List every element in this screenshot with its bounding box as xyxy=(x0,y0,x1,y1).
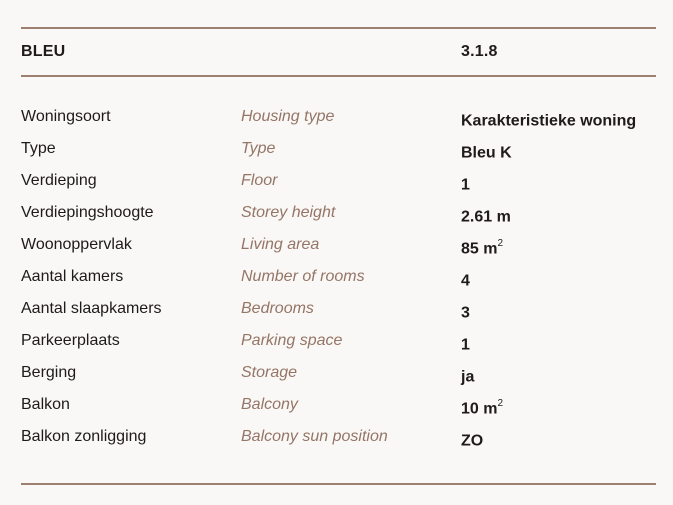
spec-row-number-of-rooms xyxy=(21,266,656,298)
spec-row-balcony xyxy=(21,394,656,426)
spec-row-housing-type xyxy=(21,106,656,138)
spec-row-storage xyxy=(21,362,656,394)
spec-value: 85 $m^2$ xyxy=(461,238,504,258)
spec-row-parking-space xyxy=(21,330,656,362)
spec-value: 10 $m^2$ xyxy=(461,398,504,418)
spec-row-floor xyxy=(21,170,656,202)
spec-label-nl: Type xyxy=(21,140,56,157)
bottom-divider xyxy=(21,483,656,485)
header-divider xyxy=(21,75,656,77)
spec-label-en: Storey height xyxy=(241,204,336,221)
spec-value: ZO xyxy=(461,432,484,450)
spec-row-balcony-sun-position xyxy=(21,426,656,458)
spec-label-en: Balcony sun position xyxy=(241,428,388,445)
spec-value: 4 xyxy=(461,272,470,290)
specifications-table xyxy=(21,106,656,458)
spec-label-en: Balcony xyxy=(241,396,298,413)
spec-value: 2.61 m xyxy=(461,208,511,226)
spec-value: 3 xyxy=(461,304,470,322)
spec-label-en: Housing type xyxy=(241,108,335,125)
spec-label-nl: Berging xyxy=(21,364,77,381)
spec-value: ja xyxy=(461,368,475,386)
spec-row-storey-height xyxy=(21,202,656,234)
spec-row-bedrooms xyxy=(21,298,656,330)
spec-label-nl: Balkon zonligging xyxy=(21,428,147,445)
spec-label-en: Living area xyxy=(241,236,320,253)
spec-row-living-area xyxy=(21,234,656,266)
spec-value: 1 xyxy=(461,336,470,354)
spec-label-nl: Parkeerplaats xyxy=(21,332,120,349)
spec-label-nl: Balkon xyxy=(21,396,70,413)
spec-value: Karakteristieke woning xyxy=(461,112,637,130)
spec-label-nl: Verdiepingshoogte xyxy=(21,204,154,221)
unit-code: 3.1.8 xyxy=(461,43,498,60)
spec-row-type xyxy=(21,138,656,170)
spec-label-en: Storage xyxy=(241,364,298,381)
spec-label-nl: Verdieping xyxy=(21,172,97,189)
spec-label-en: Type xyxy=(241,140,276,157)
top-divider xyxy=(21,27,656,29)
spec-label-en: Bedrooms xyxy=(241,300,314,317)
spec-label-en: Floor xyxy=(241,172,278,189)
unit-name: BLEU xyxy=(21,43,66,60)
spec-value: Bleu K xyxy=(461,144,512,162)
spec-label-nl: Woningsoort xyxy=(21,108,111,125)
spec-label-nl: Aantal slaapkamers xyxy=(21,300,162,317)
spec-value: 1 xyxy=(461,176,470,194)
spec-label-nl: Aantal kamers xyxy=(21,268,124,285)
spec-label-en: Parking space xyxy=(241,332,343,349)
spec-label-en: Number of rooms xyxy=(241,268,365,285)
unit-header xyxy=(21,41,656,65)
spec-label-nl: Woonoppervlak xyxy=(21,236,132,253)
